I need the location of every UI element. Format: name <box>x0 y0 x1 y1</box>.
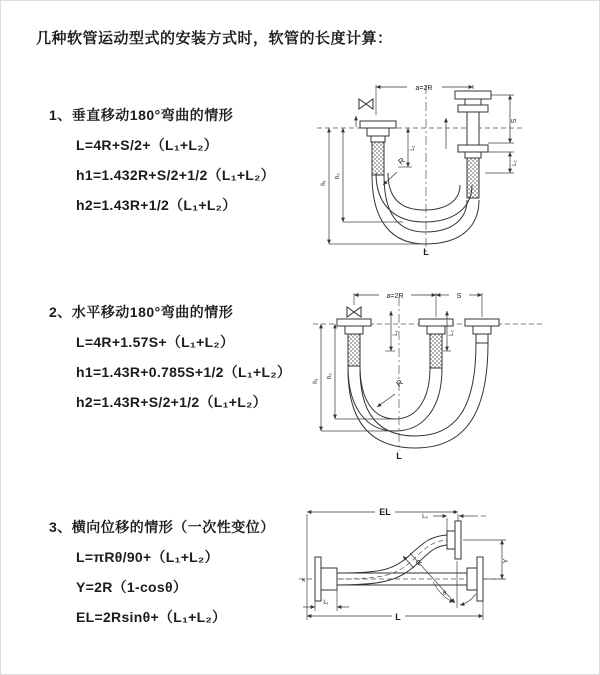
diagram-horizontal-movement <box>309 281 600 461</box>
section-vertical-movement <box>49 100 275 220</box>
u-bend-hose <box>372 173 479 244</box>
right-lower-flange-assembly <box>467 557 483 601</box>
diagram-lateral-displacement <box>297 504 600 642</box>
dim-label-h1: h₁ <box>313 378 319 384</box>
braided-hose-section <box>430 334 442 368</box>
right-flange-assembly <box>455 91 491 198</box>
dim-width <box>354 293 482 317</box>
formula-l: L=4R+1.57S+（L₁+L₂） <box>76 334 235 350</box>
braided-hose-section <box>372 142 384 175</box>
formula-l: L=4R+S/2+（L₁+L₂） <box>76 137 219 153</box>
dim-h2 <box>335 128 403 222</box>
length-label: L <box>396 451 402 461</box>
radius-label: R <box>394 377 405 389</box>
dim-label-y: Y <box>503 558 510 564</box>
dim-label-l1: L₁ <box>323 600 329 606</box>
right-upper-flange-assembly <box>447 521 461 559</box>
dim-l1 <box>303 587 349 611</box>
formula-y: Y=2R（1-cosθ） <box>76 579 188 595</box>
dim-label-l2: L₂ <box>512 160 518 166</box>
page-title: 几种软管运动型式的安装方式时，软管的长度计算： <box>36 30 393 47</box>
section-lateral-displacement <box>49 512 275 632</box>
dim-l2 <box>485 152 518 173</box>
right-flange-assembly <box>465 319 499 343</box>
dim-label-h1: h₁ <box>321 180 327 186</box>
formula-h2: h2=1.43R+1/2（L₁+L₂） <box>76 197 237 213</box>
dim-l1 <box>385 311 399 351</box>
dim-label-el: EL <box>379 507 391 517</box>
section-3-heading: 3、横向位移的情形（一次性变位） <box>49 519 275 535</box>
formula-h1: h1=1.43R+0.785S+1/2（L₁+L₂） <box>76 364 292 380</box>
dim-l <box>307 601 483 622</box>
braided-hose-section <box>348 334 360 366</box>
dim-label-l1: L₁ <box>410 145 416 151</box>
radius-label: R <box>415 558 424 568</box>
left-flange-assembly <box>337 319 371 366</box>
dim-label-h2: h₂ <box>335 173 341 179</box>
dim-label-s: S <box>511 118 518 124</box>
dim-label-l2: L₂ <box>449 330 455 336</box>
angle-label-theta: θ <box>443 591 447 597</box>
dim-s <box>488 95 518 143</box>
dim-el <box>307 507 458 620</box>
dim-label-l2: L₂ <box>422 514 428 520</box>
dim-label-l: L <box>395 612 401 622</box>
section-1-heading: 1、垂直移动180°弯曲的情形 <box>49 107 234 123</box>
dim-label-h2: h₂ <box>327 373 333 379</box>
section-2-heading: 2、水平移动180°弯曲的情形 <box>49 304 234 320</box>
left-flange-assembly <box>315 557 337 601</box>
radius-label: R <box>396 155 407 167</box>
formula-h1: h1=1.432R+S/2+1/2（L₁+L₂） <box>76 167 275 183</box>
formula-h2: h2=1.43R+S/2+1/2（L₁+L₂） <box>76 394 267 410</box>
dim-label-a2r: a=2R <box>415 85 433 92</box>
valve-icon <box>347 307 361 317</box>
dim-label-s: S <box>456 293 462 300</box>
braided-hose-section <box>467 158 479 198</box>
u-bend-hose <box>348 343 488 448</box>
section-horizontal-movement <box>49 297 291 417</box>
dim-label-l1: L₁ <box>393 330 399 336</box>
dim-s <box>436 293 482 300</box>
dim-label-a2r: a=2R <box>386 293 404 300</box>
middle-flange-assembly <box>419 319 453 368</box>
left-flange-assembly <box>360 121 396 175</box>
valve-icon <box>359 99 373 109</box>
formula-l: L=πRθ/90+（L₁+L₂） <box>76 549 219 565</box>
length-label: L <box>423 247 429 257</box>
displaced-hose-position <box>337 535 447 585</box>
diagram-vertical-movement <box>313 73 593 258</box>
formula-el: EL=2Rsinθ+（L₁+L₂） <box>76 609 227 625</box>
radius-callout <box>383 156 407 185</box>
radius-callout <box>377 378 405 407</box>
pipe-break-mark: ✕ <box>301 578 307 584</box>
